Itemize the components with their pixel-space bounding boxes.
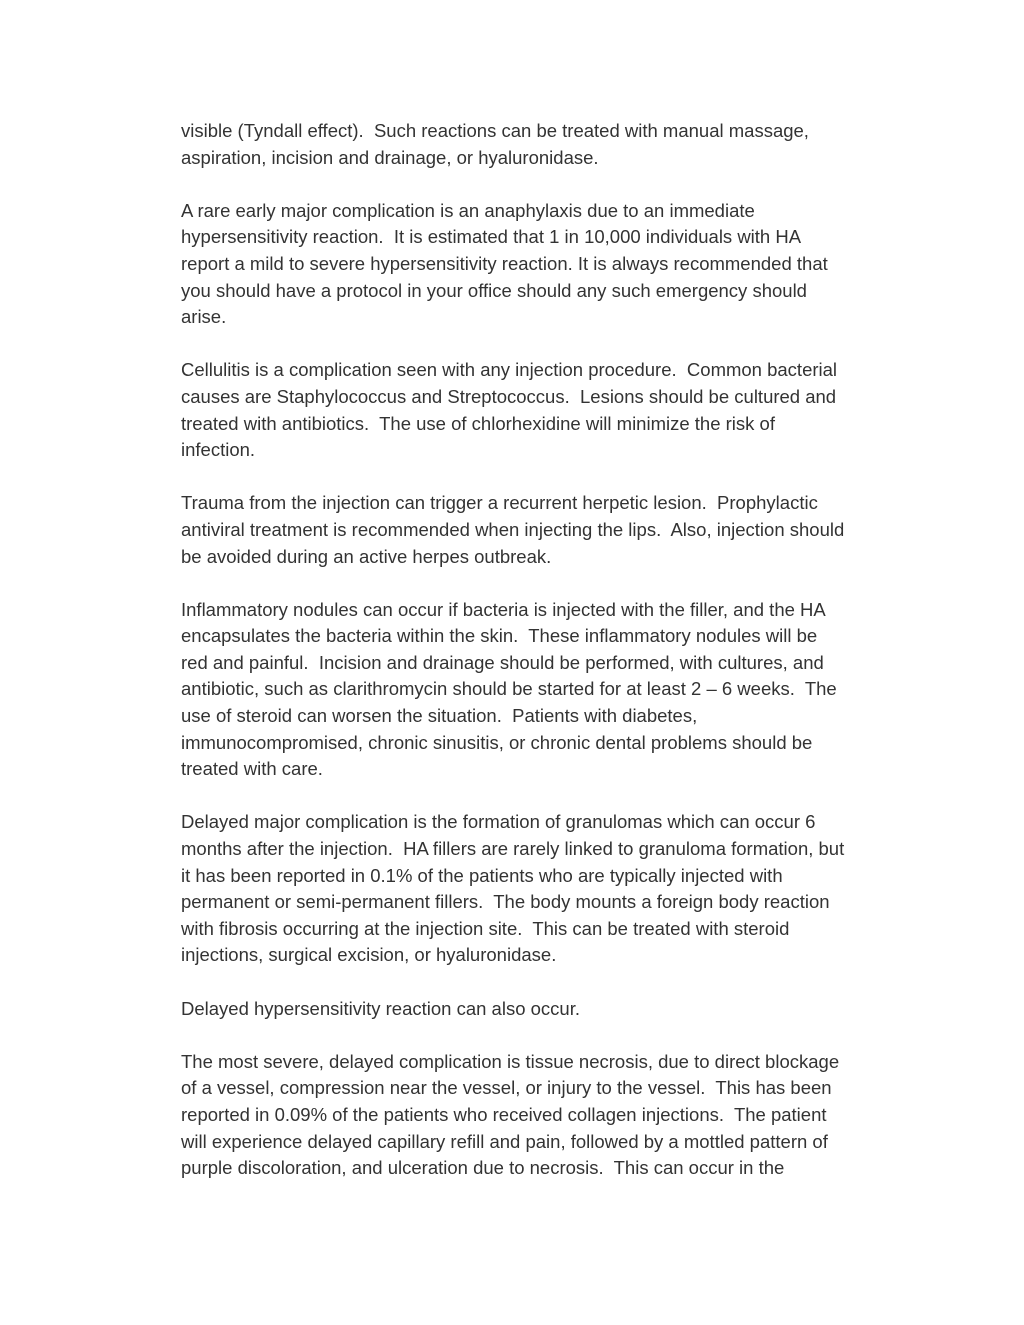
text-line: Trauma from the injection can trigger a recurrent herpetic lesion. Prophylactic	[181, 492, 818, 514]
document-page	[181, 118, 911, 1208]
text-line: antibiotic, such as clarithromycin should be started for at least 2 – 6 weeks. The	[181, 678, 837, 700]
paragraph-herpetic-lesion	[181, 490, 911, 570]
paragraph-cellulitis	[181, 357, 911, 463]
paragraph-delayed-hypersensitivity	[181, 996, 911, 1023]
paragraph-anaphylaxis	[181, 198, 911, 331]
text-line: report a mild to severe hypersensitivity reaction. It is always recommended that	[181, 252, 828, 274]
paragraph-granulomas	[181, 809, 911, 969]
text-line: aspiration, incision and drainage, or hyaluronidase.	[181, 146, 599, 168]
text-line: immunocompromised, chronic sinusitis, or chronic dental problems should be	[181, 731, 813, 753]
text-line: visible (Tyndall effect). Such reactions can be treated with manual massage,	[181, 120, 809, 141]
text-line: A rare early major complication is an anaphylaxis due to an immediate	[181, 199, 755, 221]
text-line: Delayed hypersensitivity reaction can also occur.	[181, 997, 580, 1019]
text-line: purple discoloration, and ulceration due to necrosis. This can occur in the	[181, 1157, 785, 1179]
text-line: infection.	[181, 439, 256, 461]
text-line: hypersensitivity reaction. It is estimated that 1 in 10,000 individuals with HA	[181, 226, 802, 248]
text-line: encapsulates the bacteria within the skin. These inflammatory nodules will be	[181, 625, 818, 647]
paragraph-tyndall-effect	[181, 118, 911, 171]
text-line: Inflammatory nodules can occur if bacteria is injected with the filler, and the HA	[181, 598, 826, 620]
text-line: months after the injection. HA fillers are rarely linked to granuloma formation, but	[181, 838, 845, 860]
text-line: red and painful. Incision and drainage should be performed, with cultures, and	[181, 651, 824, 673]
text-line: with fibrosis occurring at the injection site. This can be treated with steroid	[181, 917, 790, 939]
text-line: treated with care.	[181, 758, 323, 780]
paragraph-tissue-necrosis	[181, 1049, 911, 1182]
text-line: antiviral treatment is recommended when injecting the lips. Also, injection should	[181, 518, 845, 540]
text-line: will experience delayed capillary refill and pain, followed by a mottled pattern of	[181, 1130, 828, 1152]
text-line: Delayed major complication is the formation of granulomas which can occur 6	[181, 811, 816, 833]
text-line: you should have a protocol in your office should any such emergency should	[181, 279, 807, 301]
text-line: permanent or semi-permanent fillers. The body mounts a foreign body reaction	[181, 891, 830, 913]
text-line: of a vessel, compression near the vessel, or injury to the vessel. This has been	[181, 1077, 832, 1099]
text-line: be avoided during an active herpes outbreak.	[181, 545, 552, 567]
text-line: Cellulitis is a complication seen with any injection procedure. Common bacterial	[181, 359, 838, 381]
text-line: The most severe, delayed complication is tissue necrosis, due to direct blockage	[181, 1050, 840, 1072]
text-line: treated with antibiotics. The use of chlorhexidine will minimize the risk of	[181, 412, 775, 434]
text-line: causes are Staphylococcus and Streptococcus. Lesions should be cultured and	[181, 385, 837, 407]
paragraph-inflammatory-nodules	[181, 597, 911, 783]
text-line: arise.	[181, 306, 227, 328]
text-line: use of steroid can worsen the situation. Patients with diabetes,	[181, 705, 698, 727]
text-line: reported in 0.09% of the patients who received collagen injections. The patient	[181, 1103, 827, 1125]
text-line: it has been reported in 0.1% of the patients who are typically injected with	[181, 864, 783, 886]
text-line: injections, surgical excision, or hyaluronidase.	[181, 944, 557, 966]
